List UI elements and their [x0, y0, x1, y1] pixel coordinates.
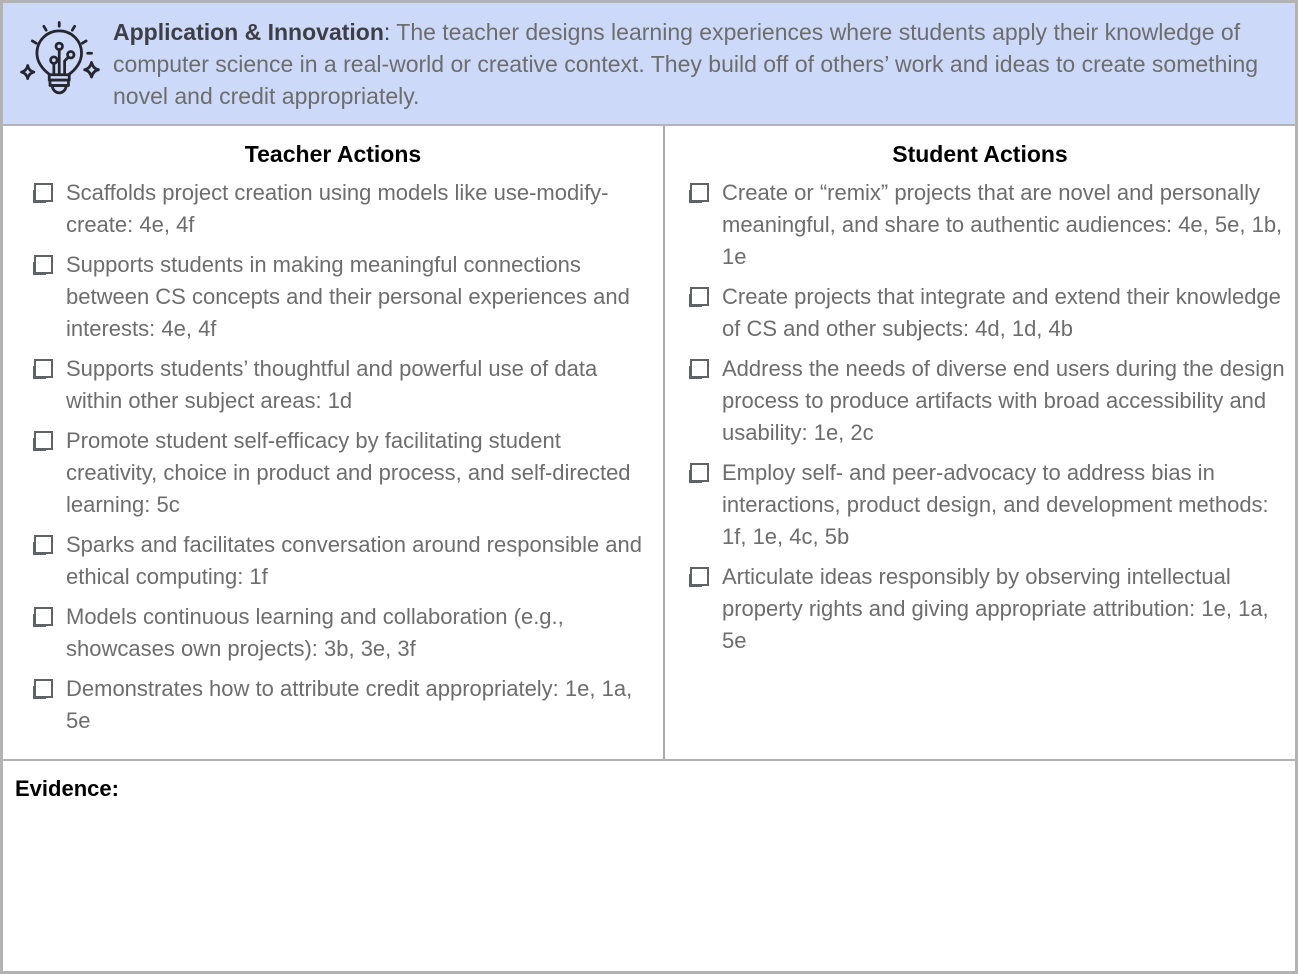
- evidence-input-area[interactable]: [15, 804, 1283, 961]
- checklist-item-text: Address the needs of diverse end users during the design process to produce artifacts with broad accessibility and usability: 1e, 2c: [722, 356, 1285, 445]
- evidence-section: [3, 761, 1295, 971]
- checklist-item-text: Sparks and facilitates conversation around responsible and ethical computing: 1f: [66, 532, 643, 589]
- student-actions-column: [665, 126, 1295, 759]
- checklist-item: [33, 249, 653, 345]
- student-actions-heading: Student Actions: [892, 141, 1068, 167]
- checkbox-icon[interactable]: [33, 607, 53, 627]
- header-band: [3, 3, 1295, 124]
- lightbulb-circuit-icon: [19, 12, 101, 116]
- checkbox-icon[interactable]: [689, 567, 709, 587]
- student-actions-list: [665, 177, 1295, 657]
- teacher-actions-column: [3, 126, 665, 759]
- checklist-item-text: Create or “remix” projects that are novel and personally meaningful, and share to authentic audiences: 4e, 5e, 1b, 1e: [722, 180, 1283, 269]
- checkbox-icon[interactable]: [33, 359, 53, 379]
- checkbox-icon[interactable]: [689, 359, 709, 379]
- teacher-actions-heading: Teacher Actions: [244, 141, 422, 167]
- checklist-item: [33, 673, 653, 737]
- checklist-item-text: Employ self- and peer-advocacy to address bias in interactions, product design, and development methods: 1f, 1e, 4c, 5b: [722, 460, 1269, 549]
- checklist-item: [33, 601, 653, 665]
- checkbox-icon[interactable]: [33, 679, 53, 699]
- actions-table: [3, 124, 1295, 761]
- checklist-item-text: Promote student self-efficacy by facilitating student creativity, choice in product and process, and self-directed learning: 5c: [66, 428, 631, 517]
- checkbox-icon[interactable]: [33, 431, 53, 451]
- checkbox-icon[interactable]: [33, 535, 53, 555]
- checkbox-icon[interactable]: [689, 463, 709, 483]
- checklist-item-text: Demonstrates how to attribute credit appropriately: 1e, 1a, 5e: [66, 676, 633, 733]
- checklist-item-text: Models continuous learning and collaboration (e.g., showcases own projects): 3b, 3e, 3f: [66, 604, 564, 661]
- checklist-item: [689, 457, 1287, 553]
- header-text: [113, 16, 1281, 112]
- checklist-item: [33, 425, 653, 521]
- checklist-item-text: Scaffolds project creation using models like use-modify-create: 4e, 4f: [66, 180, 609, 237]
- header-description: The teacher designs learning experiences where students apply their knowledge of computer science in a real-world or creative context. They build off of others’ work and ideas to create something novel and credit appropriately.: [113, 18, 1259, 109]
- header-separator: :: [383, 18, 391, 45]
- checklist-item: [689, 281, 1287, 345]
- checklist-item: [689, 353, 1287, 449]
- checklist-item-text: Articulate ideas responsibly by observing intellectual property rights and giving appropriate attribution: 1e, 1a, 5e: [722, 564, 1269, 653]
- checkbox-icon[interactable]: [33, 255, 53, 275]
- checklist-item-text: Supports students’ thoughtful and powerful use of data within other subject areas: 1d: [66, 356, 598, 413]
- teacher-actions-list: [3, 177, 663, 737]
- checkbox-icon[interactable]: [689, 183, 709, 203]
- checklist-item: [33, 529, 653, 593]
- checkbox-icon[interactable]: [33, 183, 53, 203]
- checklist-item: [33, 177, 653, 241]
- checklist-item: [689, 561, 1287, 657]
- checklist-item-text: Supports students in making meaningful connections between CS concepts and their personal experiences and interests: 4e, 4f: [66, 252, 630, 341]
- checklist-item-text: Create projects that integrate and extend their knowledge of CS and other subjects: 4d, 1d, 4b: [722, 284, 1281, 341]
- checklist-item: [33, 353, 653, 417]
- checkbox-icon[interactable]: [689, 287, 709, 307]
- checklist-item: [689, 177, 1287, 273]
- evidence-label: Evidence:: [15, 776, 119, 801]
- header-title: Application & Innovation: [113, 18, 384, 45]
